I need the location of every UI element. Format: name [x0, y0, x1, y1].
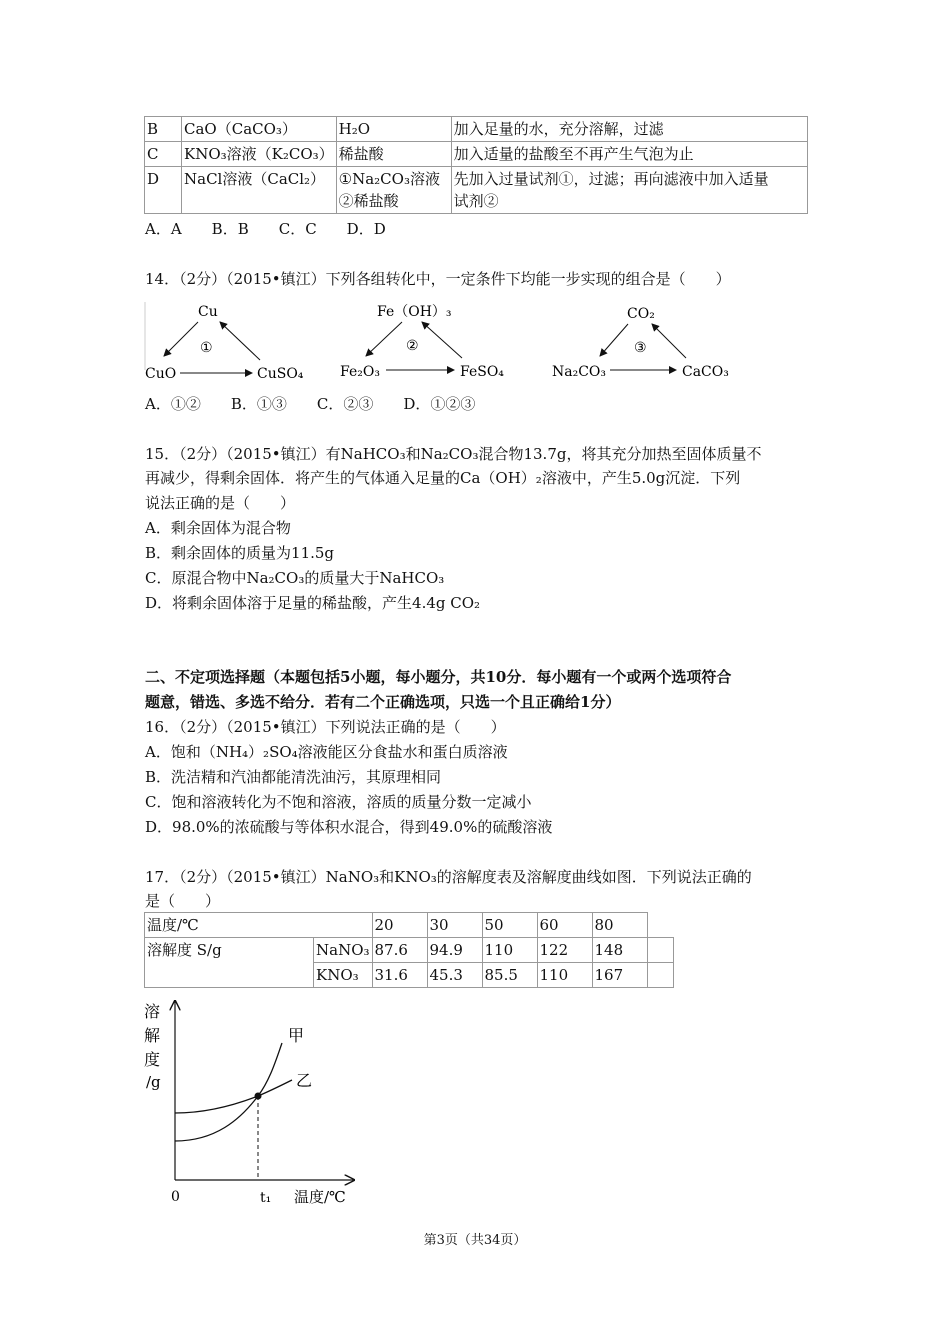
curve-label-yi: 乙	[296, 1071, 313, 1090]
q15-option-b: B．剩余固体的质量为11.5g	[145, 544, 335, 562]
table-cell	[336, 167, 451, 214]
q15-line1: 15．（2分）（2015•镇江）有NaHCO₃和Na₂CO₃混合物13.7g，将其充分加热至固体质量不	[145, 445, 762, 463]
table-cell: 85.5	[482, 963, 537, 988]
q15-line3: 说法正确的是（ ）	[145, 494, 296, 512]
table-header-cell: 温度/℃	[145, 913, 373, 938]
section-heading-line2: 题意，错选、多选不给分．若有二个正确选项，只选一个且正确给1分）	[145, 693, 621, 711]
page-footer: 第3页（共34页）	[423, 1233, 527, 1248]
table-cell: 94.9	[427, 938, 482, 963]
table-cell	[647, 963, 674, 988]
q15-option-d: D．将剩余固体溶于足量的稀盐酸，产生4.4g CO₂	[145, 594, 481, 612]
cell-line: 试剂②	[453, 192, 499, 210]
q17-line2: 是（ ）	[145, 892, 221, 910]
diagram-top: Cu	[198, 304, 218, 320]
table-cell: H₂O	[336, 117, 451, 142]
table-header-cell: 60	[537, 913, 592, 938]
diagram-right: FeSO₄	[460, 364, 504, 380]
table-cell: CaO（CaCO₃）	[182, 117, 337, 142]
diagram-left: CuO	[145, 366, 177, 382]
diagram-1	[145, 302, 304, 382]
x-axis-label: 温度/℃	[294, 1188, 346, 1206]
table-cell	[647, 938, 674, 963]
q16-stem: 16．（2分）（2015•镇江）下列说法正确的是（ ）	[145, 718, 506, 736]
solubility-table	[144, 912, 674, 988]
table-row	[145, 117, 808, 142]
table-cell: 148	[592, 938, 647, 963]
q17-line1: 17．（2分）（2015•镇江）NaNO₃和KNO₃的溶解度表及溶解度曲线如图．下列说法正确的	[145, 868, 752, 886]
q15-option-c: C．原混合物中Na₂CO₃的质量大于NaHCO₃	[145, 569, 445, 587]
diagram-number: ②	[406, 338, 419, 354]
arrow	[652, 324, 686, 358]
table-row-label: 溶解度 S/g	[145, 938, 314, 988]
diagram-number: ③	[634, 340, 647, 356]
table-row	[145, 913, 674, 938]
table-cell: 122	[537, 938, 592, 963]
diagram-top: CO₂	[627, 306, 655, 322]
table-header-cell: 80	[592, 913, 647, 938]
table-header-cell: 50	[482, 913, 537, 938]
y-axis-label: 解	[144, 1026, 161, 1045]
table-row	[145, 142, 808, 167]
y-axis-label: 度	[144, 1050, 161, 1069]
solubility-graph	[140, 995, 370, 1210]
origin-label: 0	[171, 1189, 180, 1205]
diagram-right: CaCO₃	[682, 364, 729, 380]
q14-stem: 14．（2分）（2015•镇江）下列各组转化中，一定条件下均能一步实现的组合是（ ）	[145, 270, 731, 288]
q16-option-b: B．洗洁精和汽油都能清洗油污，其原理相同	[145, 768, 442, 786]
table-cell: 110	[482, 938, 537, 963]
table-cell	[451, 167, 807, 214]
q14-options: A．①② B．①③ C．②③ D．①②③	[145, 395, 476, 413]
q16-option-a: A．饱和（NH₄）₂SO₄溶液能区分食盐水和蛋白质溶液	[145, 743, 508, 761]
table-cell: 45.3	[427, 963, 482, 988]
table-cell: D	[145, 167, 182, 214]
diagram-2	[340, 304, 504, 380]
table-cell: 加入适量的盐酸至不再产生气泡为止	[451, 142, 807, 167]
table-empty-cell	[647, 913, 674, 938]
diagram-3	[552, 306, 729, 380]
table-cell: NaCl溶液（CaCl₂）	[182, 167, 337, 214]
diagram-number: ①	[200, 340, 213, 356]
table-cell: 110	[537, 963, 592, 988]
q16-option-d: D．98.0%的浓硫酸与等体积水混合，得到49.0%的硫酸溶液	[145, 818, 553, 836]
arrow	[220, 322, 260, 360]
cell-line: 先加入过量试剂①，过滤；再向滤液中加入适量	[453, 170, 769, 188]
arrow	[164, 322, 198, 356]
cell-line: ①Na₂CO₃溶液	[338, 170, 440, 188]
section-heading-line1: 二、不定项选择题（本题包括5小题，每小题分，共10分．每小题有一个或两个选项符合	[145, 668, 732, 686]
diagram-left: Na₂CO₃	[552, 364, 607, 380]
table-header-cell: 20	[372, 913, 427, 938]
q15-line2: 再减少，得剩余固体．将产生的气体通入足量的Ca（OH）₂溶液中，产生5.0g沉淀．下列	[145, 469, 741, 487]
y-axis-label: /g	[146, 1073, 161, 1091]
table-cell: 加入足量的水，充分溶解，过滤	[451, 117, 807, 142]
diagram-right: CuSO₄	[257, 366, 304, 382]
diagram-top: Fe（OH）₃	[377, 304, 452, 320]
table-cell: B	[145, 117, 182, 142]
curve-yi	[175, 1080, 292, 1113]
table-cell: KNO₃溶液（K₂CO₃）	[182, 142, 337, 167]
table-cell: 稀盐酸	[336, 142, 451, 167]
q14-diagrams	[140, 296, 760, 386]
diagram-left: Fe₂O₃	[340, 364, 380, 380]
table-cell: 87.6	[372, 938, 427, 963]
cell-line: ②稀盐酸	[338, 192, 399, 210]
y-axis-label: 溶	[144, 1002, 161, 1021]
curve-label-jia: 甲	[288, 1026, 305, 1045]
table-cell: C	[145, 142, 182, 167]
table-row	[145, 167, 808, 214]
table-cell: 31.6	[372, 963, 427, 988]
q13-options: A．A B．B C．C D．D	[145, 220, 386, 238]
table-cell: NaNO₃	[314, 938, 373, 963]
arrow	[366, 322, 402, 356]
table-cell: 167	[592, 963, 647, 988]
arrow	[600, 324, 628, 356]
arrow	[422, 322, 462, 358]
table-cell: KNO₃	[314, 963, 373, 988]
q15-option-a: A．剩余固体为混合物	[145, 519, 291, 537]
table-row	[145, 938, 674, 963]
table-header-cell: 30	[427, 913, 482, 938]
q16-option-c: C．饱和溶液转化为不饱和溶液，溶质的质量分数一定减小	[145, 793, 532, 811]
q13-table	[144, 116, 808, 214]
t1-label: t₁	[260, 1190, 272, 1206]
